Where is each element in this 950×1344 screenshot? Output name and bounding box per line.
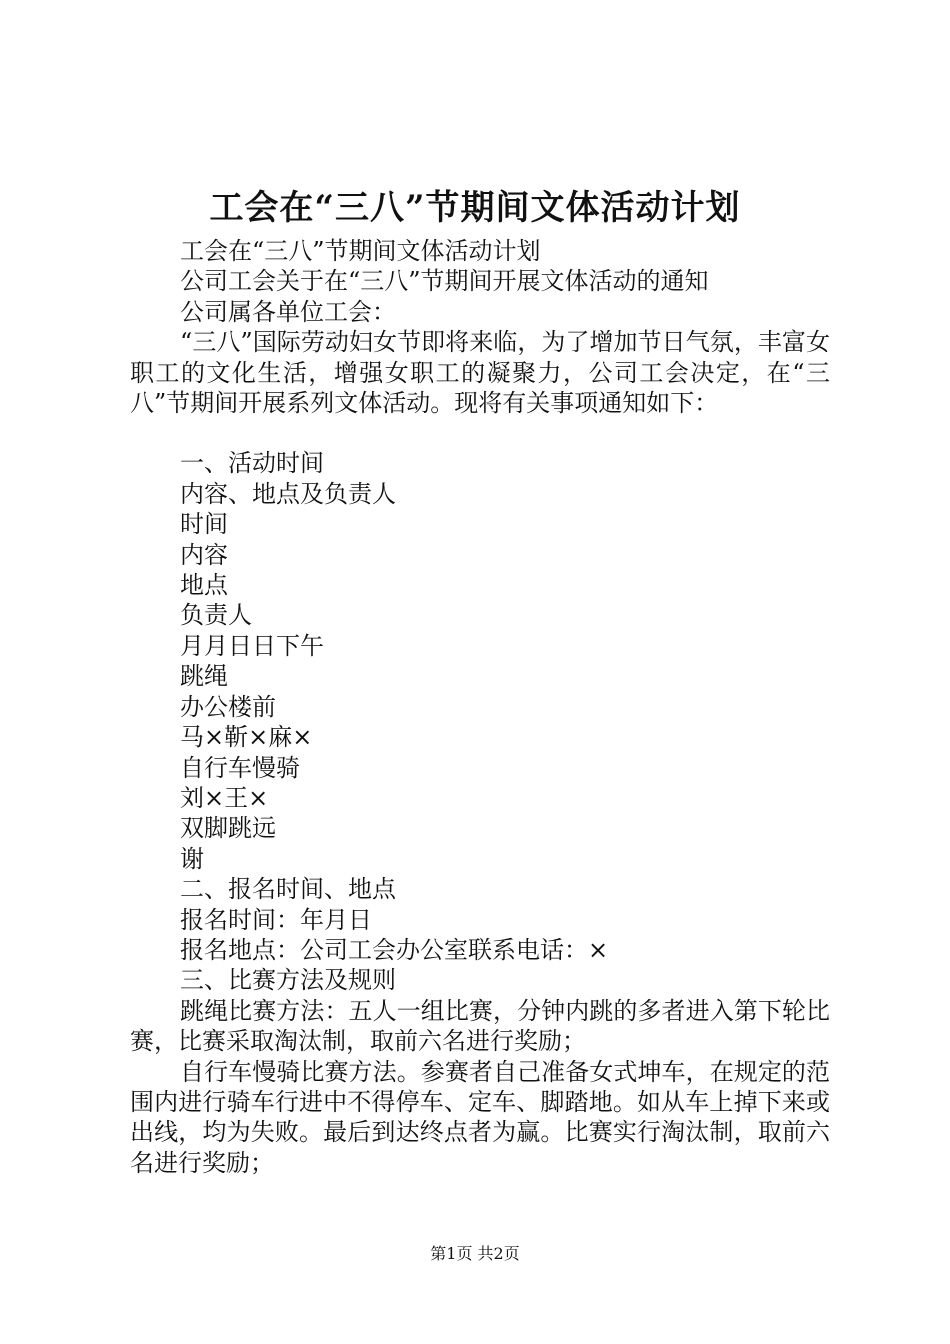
section-heading: 二、报名时间、地点	[180, 875, 396, 904]
rope-rules-paragraph: 跳绳比赛方法：五人一组比赛，分钟内跳的多者进入第下轮比赛，比赛采取淘汰制，取前六名进行奖励；	[130, 996, 830, 1056]
text-line: 马×靳×麻×	[180, 723, 313, 752]
section-heading: 三、比赛方法及规则	[180, 966, 396, 995]
blank-line	[130, 418, 830, 448]
text-line: 刘×王×	[180, 783, 269, 812]
text-line: 时间	[180, 510, 228, 539]
bike-rules-paragraph: 自行车慢骑比赛方法。参赛者自己准备女式坤车，在规定的范围内进行骑车行进中不得停车、定车、脚踏地。如从车上掉下来或出线，均为失败。最后到达终点者为赢。比赛实行淘汰制，取前六名进行奖励；	[130, 1057, 830, 1177]
text-line: 工会在“三八”节期间文体活动计划	[180, 237, 541, 265]
text-line: 跳绳	[180, 662, 228, 691]
text-line: 自行车慢骑	[180, 753, 300, 782]
text-line: 公司工会关于在“三八”节期间开展文体活动的通知	[180, 267, 709, 296]
intro-paragraph: “三八”国际劳动妇女节即将来临，为了增加节日气氛，丰富女职工的文化生活，增强女职工的凝聚力，公司工会决定，在“三八”节期间开展系列文体活动。现将有关事项通知如下：	[130, 328, 830, 418]
document-body	[130, 236, 830, 1178]
text-line: 内容、地点及负责人	[180, 479, 396, 508]
text-line: 办公楼前	[180, 692, 276, 721]
text-line: 报名时间：年月日	[180, 905, 372, 934]
section-heading: 一、活动时间	[180, 449, 324, 478]
text-line: 公司属各单位工会：	[180, 297, 396, 326]
text-line: 内容	[180, 540, 228, 569]
page-number: 第1页 共2页	[430, 1244, 520, 1263]
text-line: 报名地点：公司工会办公室联系电话：×	[180, 935, 609, 964]
text-line: 负责人	[180, 601, 252, 630]
text-line: 双脚跳远	[180, 814, 276, 843]
text-line: 月月日日下午	[180, 631, 324, 660]
text-line: 地点	[180, 571, 228, 600]
document-title: 工会在“三八”节期间文体活动计划	[209, 188, 741, 228]
text-line: 谢	[180, 844, 204, 873]
